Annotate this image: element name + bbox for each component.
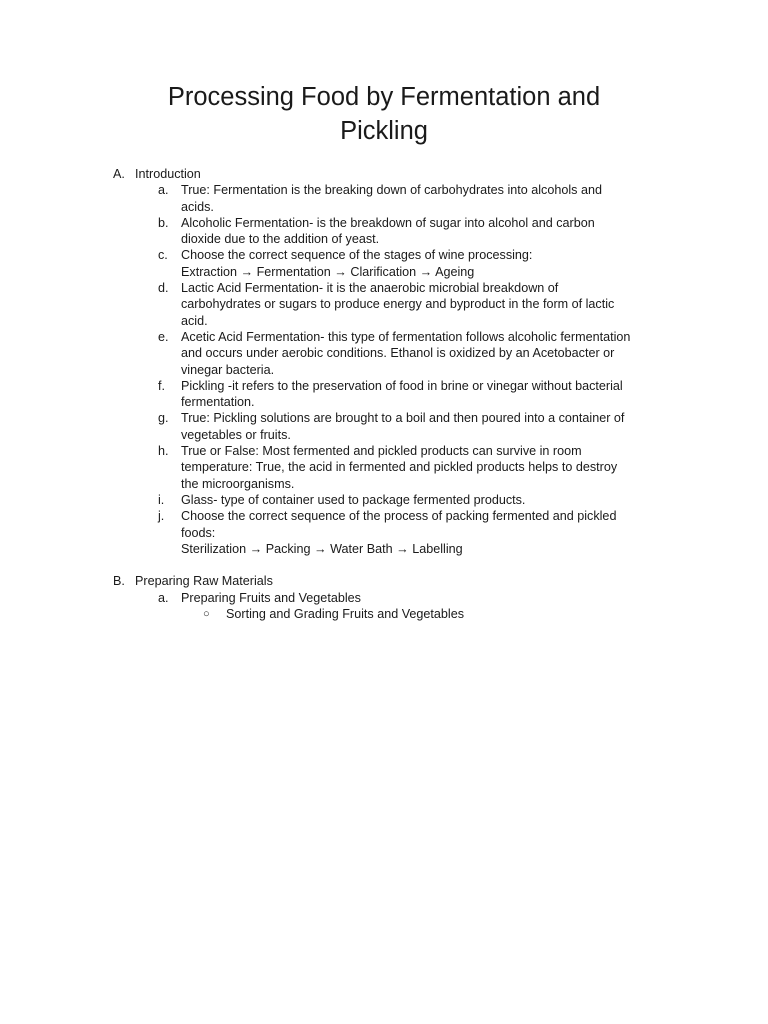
list-item-marker: d. [158,281,169,296]
title-line-1: Processing Food by Fermentation and [167,83,601,111]
list-item-marker: a. [158,183,169,198]
list-item-marker: f. [158,378,165,393]
list-item-text: Preparing Fruits and Vegetables [181,590,361,605]
section-label: Preparing Raw Materials [135,574,273,589]
sub-list-item-text: Sorting and Grading Fruits and Vegetables [226,607,465,622]
list-item-marker: a. [158,590,169,605]
list-item [0,247,676,280]
list-item-text: Choose the correct sequence of the process of packing fermented and pickled [181,509,617,524]
list-item-text: Extraction → Fermentation → Clarification → Ageing [181,264,475,279]
list-item-text: acid. [181,313,208,328]
list-item-text: Sterilization → Packing → Water Bath → Labelling [181,541,463,556]
list-item-text: dioxide due to the addition of yeast. [181,232,380,247]
list-item-text: Pickling -it refers to the preservation of food in brine or vinegar without bacterial [181,378,623,393]
list-item [0,182,676,215]
list-item-text: vegetables or fruits. [181,427,291,442]
list-item [0,280,676,329]
list-item-marker: i. [158,492,165,507]
list-item [0,443,676,492]
list-item-text: the microorganisms. [181,476,295,491]
section-spacer [0,557,768,573]
section-heading [0,166,768,182]
title-line-2: Pickling [340,117,428,145]
list-item-text: True: Fermentation is the breaking down of carbohydrates into alcohols and [181,183,602,198]
list-item-text: Glass- type of container used to package fermented products. [181,492,526,507]
list-item-marker: h. [158,444,169,459]
list-item-marker: j. [158,509,165,524]
sub-list-item [0,606,768,622]
section-marker: A. [113,167,125,181]
document-title [100,80,668,148]
list-item [0,378,676,411]
list-item-text: foods: [181,525,216,540]
list-item-text: temperature: True, the acid in fermented and pickled products helps to destroy [181,460,618,475]
hollow-bullet-icon: ○ [203,608,210,621]
list-item-text: Acetic Acid Fermentation- this type of fermentation follows alcoholic fermentation [181,329,631,344]
list-item-text: fermentation. [181,395,255,410]
list-item-text: True: Pickling solutions are brought to a boil and then poured into a container of [181,411,625,426]
list-item-text: Choose the correct sequence of the stages of wine processing: [181,248,533,263]
list-item [0,590,676,606]
list-item [0,410,676,443]
list-item-text: carbohydrates or sugars to produce energy and byproduct in the form of lactic [181,297,615,312]
section-label: Introduction [135,167,201,181]
list-item-text: vinegar bacteria. [181,362,275,377]
list-item-marker: b. [158,215,169,230]
list-item-marker: e. [158,329,169,344]
list-item-text: and occurs under aerobic conditions. Ethanol is oxidized by an Acetobacter or [181,346,615,361]
list-item-marker: c. [158,248,168,263]
list-item-text: Alcoholic Fermentation- is the breakdown of sugar into alcohol and carbon [181,215,595,230]
list-item [0,508,676,557]
list-item [0,492,676,508]
list-item [0,329,676,378]
list-item-text: True or False: Most fermented and pickled products can survive in room [181,444,582,459]
list-item [0,215,676,248]
list-item-text: Lactic Acid Fermentation- it is the anaerobic microbial breakdown of [181,281,559,296]
list-item-marker: g. [158,411,169,426]
list-item-text: acids. [181,199,214,214]
outline-list [0,166,768,622]
section-marker: B. [113,574,125,589]
section-heading [0,573,768,589]
